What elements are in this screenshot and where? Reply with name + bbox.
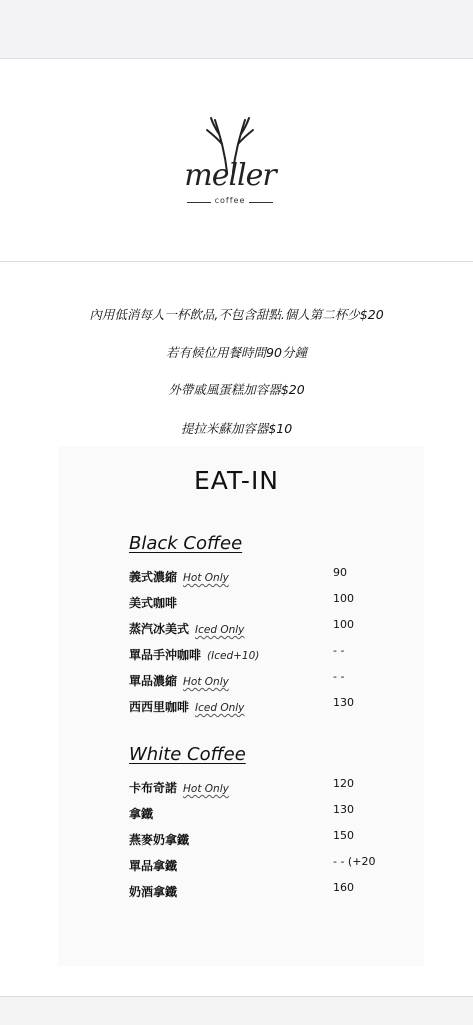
item-name: 西西里咖啡 bbox=[129, 700, 190, 714]
menu-item bbox=[129, 592, 429, 612]
item-price: 130 bbox=[333, 803, 354, 816]
item-note: Hot Only bbox=[183, 783, 229, 795]
menu-item bbox=[129, 618, 429, 638]
item-name: 單品濃縮 bbox=[129, 674, 178, 688]
item-price: 120 bbox=[333, 777, 354, 790]
menu-item bbox=[129, 644, 429, 664]
item-note: Iced Only bbox=[195, 624, 245, 636]
item-name: 美式咖啡 bbox=[129, 596, 178, 610]
item-price: 130 bbox=[333, 696, 354, 709]
brand-name: meller bbox=[184, 158, 276, 193]
item-note: (Iced+10) bbox=[207, 650, 260, 662]
section-title-black-coffee: Black Coffee bbox=[129, 533, 243, 554]
item-note: Hot Only bbox=[183, 676, 229, 688]
item-price: 100 bbox=[333, 618, 354, 631]
bottom-blank-strip bbox=[0, 996, 473, 1025]
item-note: Iced Only bbox=[195, 702, 245, 714]
menu-item bbox=[129, 696, 429, 716]
item-name: 拿鐵 bbox=[129, 807, 154, 821]
item-name: 單品拿鐵 bbox=[129, 859, 178, 873]
menu-item bbox=[129, 829, 429, 849]
item-name: 蒸汽冰美式 bbox=[129, 622, 190, 636]
menu-item bbox=[129, 881, 429, 901]
brand-tagline: coffee bbox=[214, 196, 246, 205]
logo-header bbox=[0, 59, 473, 262]
tagline-rule-right bbox=[249, 202, 273, 203]
item-name: 燕麥奶拿鐵 bbox=[129, 833, 190, 847]
item-price: 160 bbox=[333, 881, 354, 894]
menu-title: EAT-IN bbox=[193, 466, 280, 495]
top-blank-strip bbox=[0, 0, 473, 59]
menu-item bbox=[129, 803, 429, 823]
item-price: 90 bbox=[333, 566, 347, 579]
item-name: 卡布奇諾 bbox=[129, 781, 178, 795]
item-name: 奶酒拿鐵 bbox=[129, 885, 178, 899]
item-name: 單品手沖咖啡 bbox=[129, 648, 202, 662]
item-note: Hot Only bbox=[183, 572, 229, 584]
item-name: 義式濃縮 bbox=[129, 570, 178, 584]
item-price: 100 bbox=[333, 592, 354, 605]
item-price: - - (+20 bbox=[333, 855, 376, 868]
menu-item bbox=[129, 670, 429, 690]
item-price: - - bbox=[333, 644, 345, 657]
menu-item bbox=[129, 855, 429, 875]
notice-takeaway-tiramisu: 提拉米蘇加容器$10 bbox=[180, 421, 293, 436]
item-price: - - bbox=[333, 670, 345, 683]
menu-item bbox=[129, 777, 429, 797]
section-title-white-coffee: White Coffee bbox=[129, 744, 246, 765]
brand-logo bbox=[175, 114, 285, 209]
notice-minimum-charge: 內用低消每人一杯飲品,不包含甜點.個人第二杯少$20 bbox=[89, 307, 384, 322]
notice-takeaway-chiffon: 外帶戚風蛋糕加容器$20 bbox=[168, 382, 305, 397]
item-price: 150 bbox=[333, 829, 354, 842]
menu-item bbox=[129, 566, 429, 586]
brand-tagline-row bbox=[187, 196, 273, 208]
notice-seating-time: 若有候位用餐時間90分鐘 bbox=[166, 345, 307, 360]
